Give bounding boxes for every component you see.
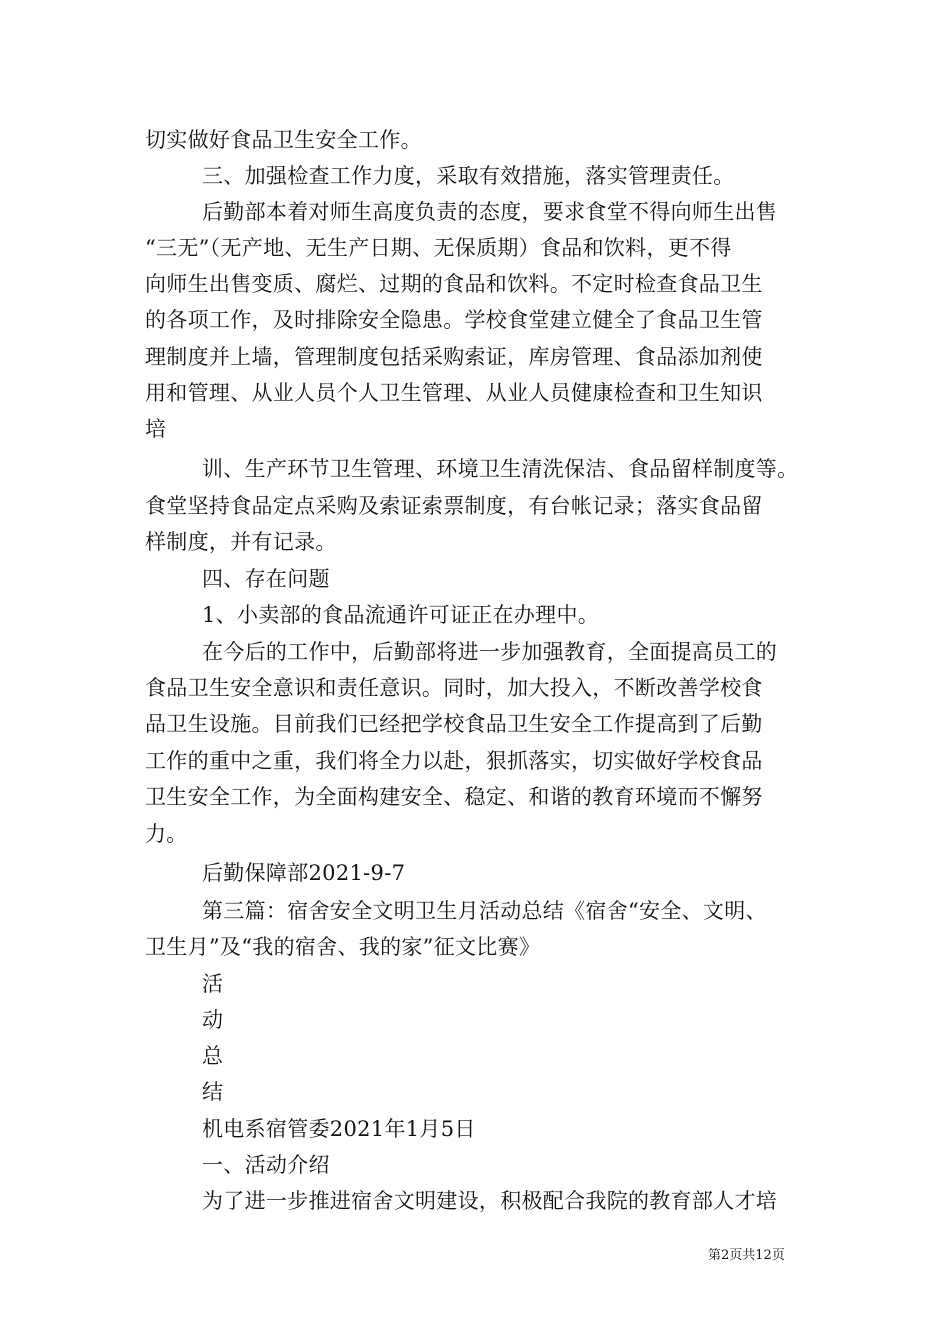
chapter-title-cont: 卫生月”及“我的宿舍、我的家”征文比赛》 xyxy=(145,935,541,959)
text-line: 品卫生设施。目前我们已经把学校食品卫生安全工作提高到了后勤 xyxy=(145,712,763,736)
text-line: 切实做好食品卫生安全工作。 xyxy=(145,128,422,152)
section-heading: 四、存在问题 xyxy=(202,567,330,591)
text-line: 用和管理、从业人员个人卫生管理、从业人员健康检查和卫生知识 xyxy=(145,381,763,405)
text-line: 食品卫生安全意识和责任意识。同时，加大投入，不断改善学校食 xyxy=(145,676,763,700)
text-line: 工作的重中之重，我们将全力以赴，狠抓落实，切实做好学校食品 xyxy=(145,749,763,773)
text-line: 结 xyxy=(202,1080,224,1104)
text-line: 动 xyxy=(202,1008,224,1032)
text-line: 食堂坚持食品定点采购及索证索票制度，有台帐记录；落实食品留 xyxy=(145,494,763,518)
section-heading: 一、活动介绍 xyxy=(202,1153,330,1177)
text-line: “三无”（无产地、无生产日期、无保质期）食品和饮料，更不得 xyxy=(145,236,732,260)
signature-line: 后勤保障部2021-9-7 xyxy=(202,861,406,885)
page-number-footer: 第2页共12页 xyxy=(708,1248,785,1263)
text-line: 力。 xyxy=(145,822,188,846)
text-line: 为了进一步推进宿舍文明建设，积极配合我院的教育部人才培 xyxy=(202,1189,778,1213)
text-line: 卫生安全工作，为全面构建安全、稳定、和谐的教育环境而不懈努 xyxy=(145,785,763,809)
text-line: 向师生出售变质、腐烂、过期的食品和饮料。不定时检查食品卫生 xyxy=(145,272,763,296)
text-line: 活 xyxy=(202,972,224,996)
text-line: 训、生产环节卫生管理、环境卫生清洗保洁、食品留样制度等。 xyxy=(202,457,799,481)
section-heading: 三、加强检查工作力度，采取有效措施，落实管理责任。 xyxy=(202,164,735,188)
text-line: 后勤部本着对师生高度负责的态度，要求食堂不得向师生出售 xyxy=(202,200,778,224)
author-date-line: 机电系宿管委2021年1月5日 xyxy=(202,1117,476,1141)
text-line: 理制度并上墙，管理制度包括采购索证，库房管理、食品添加剂使 xyxy=(145,345,763,369)
chapter-title: 第三篇：宿舍安全文明卫生月活动总结《宿舍“安全、文明、 xyxy=(202,899,767,923)
text-line: 的各项工作，及时排除安全隐患。学校食堂建立健全了食品卫生管 xyxy=(145,308,763,332)
text-line: 在今后的工作中，后勤部将进一步加强教育，全面提高员工的 xyxy=(202,640,778,664)
text-line: 1、小卖部的食品流通许可证正在办理中。 xyxy=(202,603,600,627)
text-line: 总 xyxy=(202,1044,224,1068)
text-line: 培 xyxy=(145,417,167,441)
text-line: 样制度，并有记录。 xyxy=(145,530,337,554)
